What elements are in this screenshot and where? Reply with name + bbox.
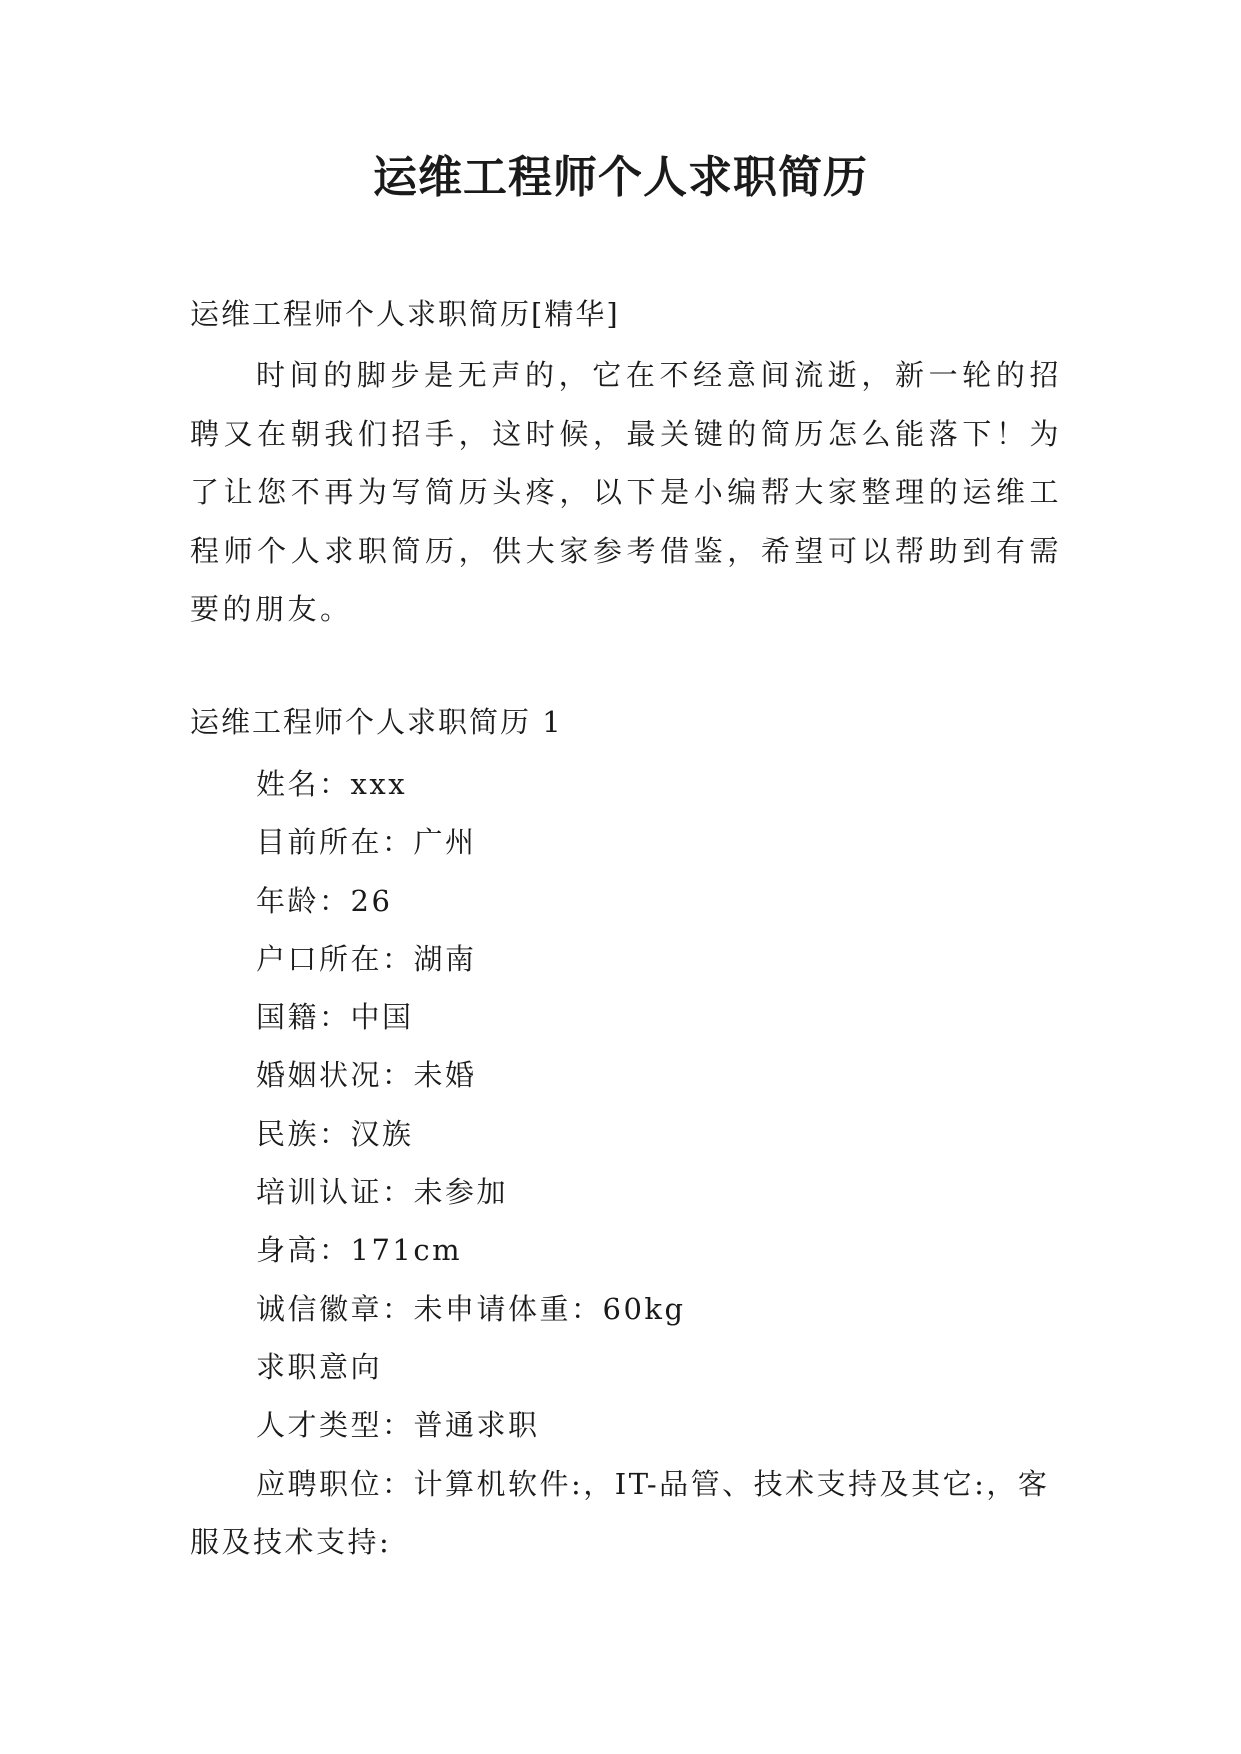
document-subtitle: 运维工程师个人求职简历[精华] (190, 297, 620, 331)
field-integrity-badge-weight: 诚信徽章：未申请体重：60kg (256, 1291, 686, 1326)
field-nationality: 国籍：中国 (256, 1000, 414, 1035)
field-height: 身高：171cm (256, 1233, 463, 1268)
field-current-location: 目前所在：广州 (256, 825, 477, 860)
field-job-intention-heading: 求职意向 (256, 1349, 383, 1384)
field-talent-type: 人才类型：普通求职 (256, 1408, 540, 1443)
section-heading: 运维工程师个人求职简历 1 (190, 705, 563, 739)
field-name: 姓名：xxx (256, 767, 408, 801)
field-training-certification: 培训认证：未参加 (256, 1175, 509, 1210)
resume-fields (190, 755, 1070, 1571)
field-applied-position: 应聘职位：计算机软件:，IT-品管、技术支持及其它:，客服及技术支持: (190, 1466, 1050, 1559)
document-title: 运维工程师个人求职简历 (373, 152, 868, 203)
field-household-registration: 户口所在：湖南 (256, 941, 477, 976)
field-ethnicity: 民族：汉族 (256, 1116, 414, 1151)
field-marital-status: 婚姻状况：未婚 (256, 1058, 477, 1093)
field-age: 年龄：26 (256, 883, 393, 918)
intro-paragraph: 时间的脚步是无声的，它在不经意间流逝，新一轮的招聘又在朝我们招手，这时候，最关键的简历怎么能落下！为了让您不再为写简历头疼，以下是小编帮大家整理的运维工程师个人求职简历，供大家参考借鉴，希望可以帮助到有需要的朋友。 (190, 358, 1062, 626)
